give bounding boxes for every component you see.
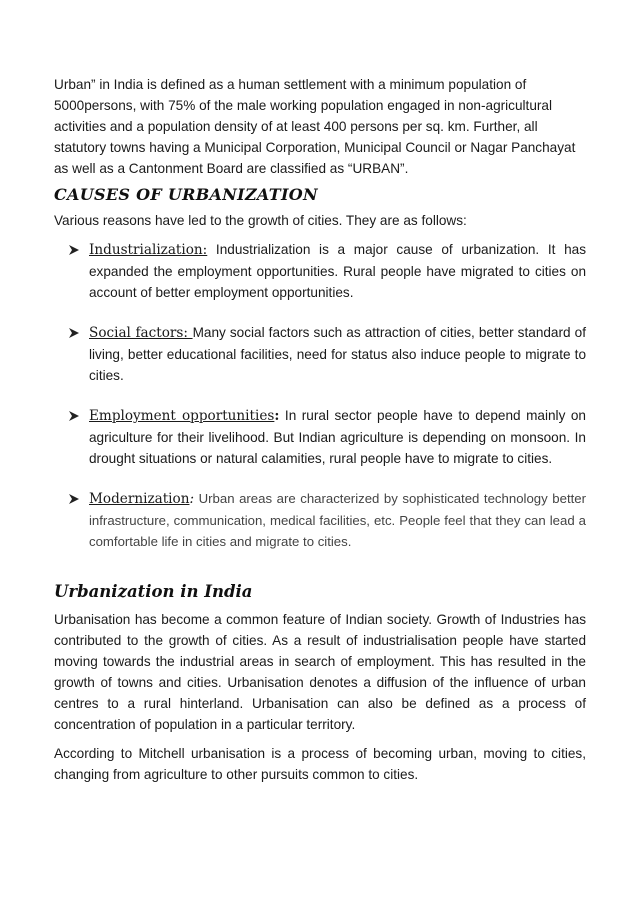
bullet-term: Social factors: [89, 325, 193, 341]
intro-paragraph: Urban” in India is defined as a human settlement with a minimum population of 5000persons, with 75% of the male working population engaged in non-agricultural activities and a population density of at least 400 persons per sq. km. Further, all statutory towns having a Municipal Corporation, Municipal Council or Nagar Panchayat as well as a Cantonment Board are classified as “URBAN”. [54, 77, 576, 176]
list-item [54, 405, 586, 469]
bullet-separator: : [189, 491, 195, 507]
arrowhead-bullet-icon [68, 244, 80, 256]
arrowhead-bullet-icon [68, 493, 80, 505]
bullet-term: Employment opportunities [89, 408, 275, 424]
bullet-separator: : [274, 408, 280, 424]
india-paragraph-1: Urbanisation has become a common feature of Indian society. Growth of Industries has contributed to the growth of cities. As a result of industrialisation people have started moving towards the industrial areas in search of employment. This has resulted in the growth of towns and cities. Urbanisation denotes a diffusion of the influence of urban centres to a rural hinterland. Urbanisation can also be defined as a process of concentration of population in a particular territory. [54, 612, 586, 732]
list-item [54, 322, 586, 386]
bullet-text: In rural sector people have to depend mainly on agriculture for their livelihood. But Indian agriculture is depending on monsoon. In drought situations or natural calamities, rural people have to migrate to cities. [89, 408, 586, 466]
bullet-text: Urban areas are characterized by sophisticated technology better infrastructure, communication, medical facilities, etc. People feel that they can lead a comfortable life in cities and migrate to cities. [89, 491, 586, 549]
bullet-text: Industrialization is a major cause of urbanization. It has expanded the employment opportunities. Rural people have migrated to cities on account of better employment opportunities. [89, 242, 586, 300]
causes-heading: CAUSES OF URBANIZATION [54, 185, 318, 204]
india-heading: Urbanization in India [54, 582, 253, 601]
causes-list [54, 239, 586, 552]
list-item [54, 239, 586, 303]
list-item [54, 488, 586, 552]
arrowhead-bullet-icon [68, 327, 80, 339]
bullet-term: Industrialization: [89, 242, 208, 258]
bullet-text: Many social factors such as attraction of cities, better standard of living, better educational facilities, need for status also induce people to migrate to cities. [89, 325, 586, 383]
arrowhead-bullet-icon [68, 410, 80, 422]
bullet-term: Modernization [89, 491, 190, 507]
document-body [54, 74, 586, 785]
causes-lead: Various reasons have led to the growth of cities. They are as follows: [54, 213, 467, 228]
india-paragraph-2: According to Mitchell urbanisation is a process of becoming urban, moving to cities, changing from agriculture to other pursuits common to cities. [54, 746, 586, 782]
